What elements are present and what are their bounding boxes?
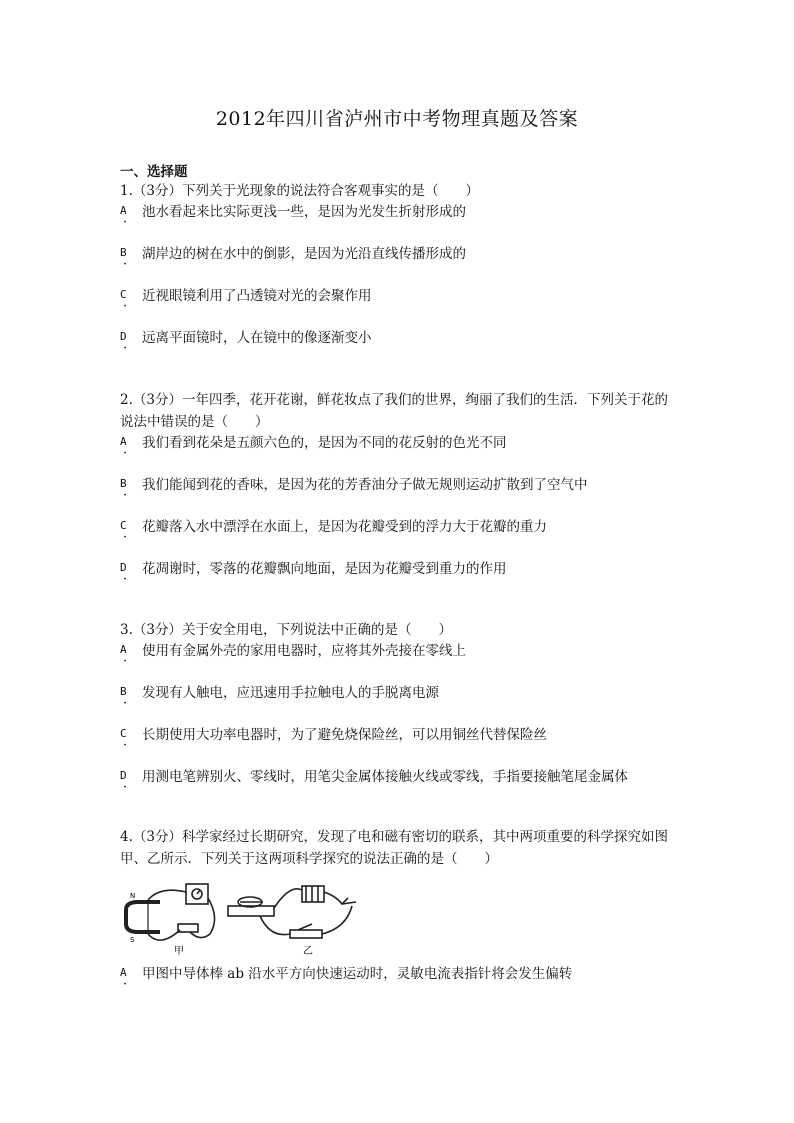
- option-dot: ·: [123, 977, 128, 992]
- option-a: [120, 964, 680, 1006]
- option-letter: C: [120, 727, 127, 740]
- option-text: 我们看到花朵是五颜六色的，是因为不同的花反射的色光不同: [142, 435, 507, 451]
- question-stem: 4.（3分）科学家经过长期研究，发现了电和磁有密切的联系，其中两项重要的科学探究如图甲、乙所示．下列关于这两项科学探究的说法正确的是（ ）: [120, 829, 668, 867]
- option-a: [120, 433, 680, 475]
- question-4: [120, 826, 680, 1006]
- experiment-figure: [120, 878, 360, 958]
- option-text: 池水看起来比实际更浅一些，是因为光发生折射形成的: [142, 204, 466, 220]
- option-dot: ·: [123, 738, 128, 753]
- experiment-diagram: [120, 878, 360, 958]
- option-b: [120, 683, 680, 725]
- section-heading: 一、选择题: [120, 164, 188, 180]
- option-dot: ·: [123, 215, 128, 230]
- question-3: [120, 619, 680, 809]
- option-c: [120, 286, 680, 328]
- option-text: 远离平面镜时，人在镜中的像逐渐变小: [142, 330, 372, 346]
- label-n: N: [130, 892, 136, 900]
- option-letter: B: [120, 246, 127, 259]
- option-dot: ·: [123, 572, 128, 587]
- page-title: 2012年四川省泸州市中考物理真题及答案: [215, 108, 579, 130]
- option-dot: ·: [123, 530, 128, 545]
- question-stem: 3.（3分）关于安全用电，下列说法中正确的是（ ）: [120, 622, 452, 638]
- label-s: S: [130, 936, 135, 944]
- option-text: 发现有人触电，应迅速用手拉触电人的手脱离电源: [142, 685, 439, 701]
- option-dot: ·: [123, 654, 128, 669]
- option-letter: C: [120, 519, 127, 532]
- label-yi: 乙: [303, 946, 313, 957]
- option-dot: ·: [123, 780, 128, 795]
- option-letter: A: [120, 966, 127, 979]
- question-stem: 2.（3分）一年四季，花开花谢，鲜花妆点了我们的世界，绚丽了我们的生活．下列关于花的说法中错误的是（ ）: [120, 392, 668, 430]
- option-letter: A: [120, 643, 127, 656]
- option-dot: ·: [123, 341, 128, 356]
- option-d: [120, 767, 680, 809]
- option-c: [120, 725, 680, 767]
- option-text: 甲图中导体棒 ab 沿水平方向快速运动时，灵敏电流表指针将会发生偏转: [142, 966, 573, 982]
- option-a: [120, 202, 680, 244]
- option-text: 近视眼镜利用了凸透镜对光的会聚作用: [142, 288, 372, 304]
- option-a: [120, 641, 680, 683]
- option-text: 湖岸边的树在水中的倒影，是因为光沿直线传播形成的: [142, 246, 466, 262]
- option-letter: A: [120, 204, 127, 217]
- option-letter: D: [120, 330, 127, 343]
- option-dot: ·: [123, 696, 128, 711]
- option-b: [120, 475, 680, 517]
- option-letter: B: [120, 685, 127, 698]
- option-text: 用测电笔辨别火、零线时，用笔尖金属体接触火线或零线，手指要接触笔尾金属体: [142, 769, 628, 785]
- question-1: [120, 180, 680, 370]
- option-text: 我们能闻到花的香味，是因为花的芳香油分子做无规则运动扩散到了空气中: [142, 477, 588, 493]
- option-d: [120, 328, 680, 370]
- option-text: 使用有金属外壳的家用电器时，应将其外壳接在零线上: [142, 643, 466, 659]
- label-jia: 甲: [174, 946, 184, 957]
- option-d: [120, 559, 680, 601]
- option-text: 长期使用大功率电器时，为了避免烧保险丝，可以用铜丝代替保险丝: [142, 727, 547, 743]
- option-letter: B: [120, 477, 127, 490]
- option-letter: C: [120, 288, 127, 301]
- option-b: [120, 244, 680, 286]
- option-letter: A: [120, 435, 127, 448]
- question-stem: 1.（3分）下列关于光现象的说法符合客观事实的是（ ）: [120, 183, 479, 199]
- option-dot: ·: [123, 299, 128, 314]
- figure-yi: [228, 886, 356, 938]
- option-dot: ·: [123, 446, 128, 461]
- option-text: 花瓣落入水中漂浮在水面上，是因为花瓣受到的浮力大于花瓣的重力: [142, 519, 547, 535]
- question-2: [120, 389, 680, 601]
- option-c: [120, 517, 680, 559]
- option-letter: D: [120, 561, 127, 574]
- figure-jia: [126, 884, 215, 940]
- option-dot: ·: [123, 257, 128, 272]
- option-letter: D: [120, 769, 127, 782]
- option-dot: ·: [123, 488, 128, 503]
- option-text: 花凋谢时，零落的花瓣飘向地面，是因为花瓣受到重力的作用: [142, 561, 507, 577]
